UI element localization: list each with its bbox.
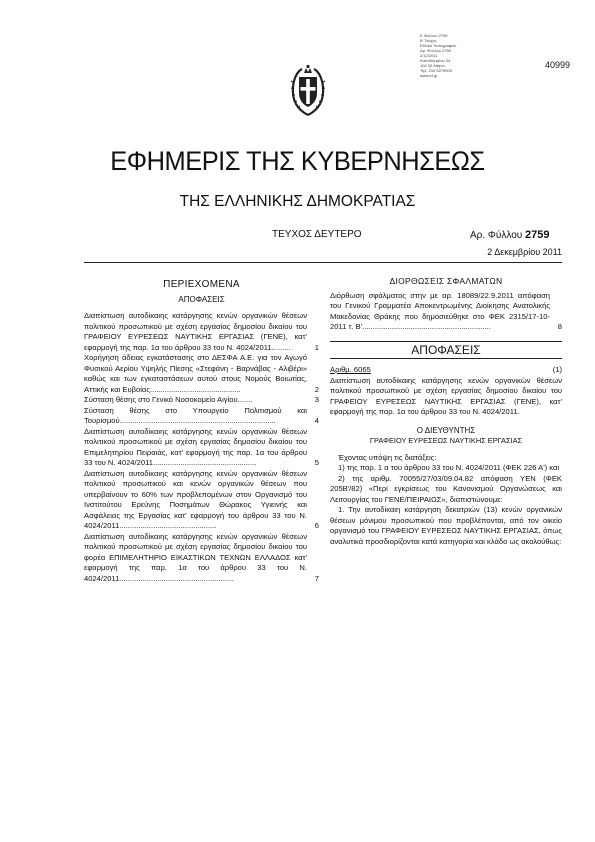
header-rule: [84, 262, 562, 263]
correction-entry[interactable]: [330, 291, 562, 333]
correction-text: Διόρθωση σφάλματος στην με αρ. 18089/22.9.2011 απόφαση του Γενικού Γραμματέα Αποκεντρωμένης Διοίκησης Ανατολικής Μακεδονίας Θράκης που δημοσιεύθηκε στο ΦΕΚ 2315/17-10-2011 τ. Β'.............................................................: [330, 290, 550, 331]
toc-entry[interactable]: [84, 353, 319, 395]
stamp-line: 104 32 Αθήνα: [420, 63, 445, 68]
sheet-number-block: [470, 229, 550, 241]
decision-number: Αριθμ. 6065: [330, 365, 371, 374]
stamp-line: www.et.gr: [420, 73, 438, 78]
corrections-heading: ΔΙΟΡΘΩΣΕΙΣ ΣΦΑΛΜΑΤΩΝ: [389, 276, 503, 286]
paragraph-1: 1) της παρ. 1 α του άρθρου 33 του Ν. 4024/2011 (ΦΕΚ 226 Α') και: [338, 463, 560, 472]
decisions-column: [330, 276, 562, 547]
toc-entry-text: Διαπίστωση αυτοδίκαιης κατάργησης κενών οργανικών θέσεων πολιτικού προσωπικού με σχέση εργασίας δημοσίου δικαίου του Επιμελητηρίου Πειραιάς, κατ' εφαρμογή της παρ. 1α του άρθρου 33 του Ν. 4024/2011.................................................: [84, 426, 307, 467]
toc-entry[interactable]: [84, 427, 319, 469]
contents-column: [84, 280, 319, 584]
toc-entry-text: Διαπίστωση αυτοδίκαιης κατάργησης κενών οργανικών θέσεων πολιτικού προσωπικού και κενών οργανικών θέσεων που υπερβαίνουν το 60% των προβλεπομένων στον Οργανισμό του Ινστιτούτου Ερεύνης Ποσημάτων Θώρακος Υγιεινής και Ασφάλειας της Εργασίας κατ' εφαρμογή του άρθρου 33 του Ν. 4024/2011..............................................: [84, 468, 307, 530]
contents-subheading: ΑΠΟΦΑΣΕΙΣ: [178, 294, 225, 304]
toc-entry-page: 2: [314, 384, 319, 394]
toc-entry[interactable]: [84, 406, 319, 427]
contents-heading: ΠΕΡΙΕΧΟΜΕΝΑ: [163, 279, 240, 290]
gazette-masthead: ΕΦΗΜΕΡΙΣ ΤΗΣ ΚΥΒΕΡΝΗΣΕΩΣ: [110, 146, 485, 176]
toc-entry-text: Διαπίστωση αυτοδίκαιης κατάργησης κενών οργανικών θέσεων πολιτικού προσωπικού με σχέση εργασίας δημοσίου δικαίου του ΓΡΑΦΕΙΟΥ ΕΥΡΕΣΕΩΣ ΝΑΥΤΙΚΗΣ ΕΡΓΑΣΙΑΣ (ΓΕΝΕ), κατ' εφαρμογή της παρ. 1α του άρθρου 33 του Ν. 4024/2011.........: [84, 311, 307, 352]
sheet-number: 2759: [525, 229, 550, 241]
stamp-line: 2/12/2011: [420, 53, 438, 58]
decision-number-row: [330, 365, 562, 376]
sheet-label: Αρ. Φύλλου: [470, 230, 523, 241]
toc-entry-text: Σύσταση θέσης στο Γενικό Νοσοκομείο Αιγίου.......: [84, 395, 253, 404]
stamp-line: Καποδιστρίου 34: [420, 58, 451, 63]
decisions-heading-box: [330, 341, 562, 360]
decision-mark: (1): [552, 365, 562, 374]
toc-entry-page: 3: [314, 395, 319, 404]
publication-stamp: [420, 33, 480, 78]
stamp-line: Εθνικό Τυπογραφείο: [420, 43, 457, 48]
decisions-heading: ΑΠΟΦΑΣΕΙΣ: [330, 341, 562, 360]
stamp-line: Β' Τεύχος: [420, 38, 437, 43]
stamp-line: Τηλ. 210 5279000: [420, 68, 452, 73]
stamp-line: Ε.Φύλλου 2759: [420, 33, 448, 38]
authority-title: Ο ΔΙΕΥΘΥΝΤΗΣ: [416, 425, 476, 435]
toc-entry[interactable]: [84, 311, 319, 353]
paragraph-2: 2) της αριθμ. 70055/27/03/09.04.82 απόφαση ΥΕΝ (ΦΕΚ 205Β'/82) «Περί εγκρίσεως του Κανονισμού Οργανώσεως και Λειτουργίας του ΓΕΝΕ/ΠΕΙΡΑΙΩΣ», διαπιστώνουμε:: [330, 473, 562, 504]
correction-page: 8: [557, 322, 562, 331]
authority-office: ΓΡΑΦΕΙΟΥ ΕΥΡΕΣΕΩΣ ΝΑΥΤΙΚΗΣ ΕΡΓΑΣΙΑΣ: [369, 436, 523, 445]
toc-entry-page: 5: [314, 458, 319, 467]
toc-entry[interactable]: [84, 532, 319, 585]
stamp-line: Αρ. Φύλλου 2759: [420, 48, 451, 53]
toc-entry-text: Σύσταση θέσης στο Υπουργείο Πολιτισμού και Τουρισμού..........................................................................: [84, 405, 307, 425]
toc-entry[interactable]: [84, 469, 319, 532]
toc-entry-page: 6: [314, 521, 319, 530]
toc-entry-text: Χορήγηση άδειας εγκατάστασης στο ΔΕΣΦΑ Α.Ε. για τον Αγωγό Φυσικού Αερίου Υψηλής Πίεσης «Στεφάνη - Βαρνάβας - Αλιβέρι» καθώς και των εγκαταστάσεων αυτού στους Νομούς Βοιωτίας, Αττικής και Ευβοίας...........................................: [84, 353, 307, 394]
considering-line: Έχοντας υπόψη τις διατάξεις:: [338, 452, 437, 462]
paragraph-3: 1. Την αυτοδίκαιη κατάργηση δεκατριών (13) κενών οργανικών θέσεων μόνιμου προσωπικού που προβλέπονται, από τον οικείο οργανισμό του ΓΡΑΦΕΙΟΥ ΕΥΡΕΣΕΩΣ ΝΑΥΤΙΚΗΣ ΕΡΓΑΣΙΑΣ, όπως αναλυτικά προσδιορίζονται κατά κατηγορία και κλάδο ως ακολούθως:: [330, 505, 562, 546]
decision-title: Διαπίστωση αυτοδίκαιης κατάργησης κενών οργανικών θέσεων πολιτικού προσωπικού με σχέση εργασίας δημοσίου δικαίου του ΓΡΑΦΕΙΟΥ ΕΥΡΕΣΕΩΣ ΝΑΥΤΙΚΗΣ ΕΡΓΑΣΙΑΣ (ΓΕΝΕ), κατ' εφαρμογή της παρ. 1α του άρθρου 33 του Ν. 4024/2011.: [330, 375, 562, 416]
issue-label: ΤΕΥΧΟΣ ΔΕΥΤΕΡΟ: [272, 229, 362, 240]
toc-entry-page: 7: [314, 573, 319, 583]
toc-entry[interactable]: [84, 395, 319, 406]
toc-entry-text: Διαπίστωση αυτοδίκαιης κατάργησης κενών οργανικών θέσεων πολιτικού προσωπικού με σχέση εργασίας δημοσίου δικαίου του φορέα ΕΠΙΜΕΛΗΤΗΡΙΟ ΕΙΚΑΣΤΙΚΩΝ ΤΕΧΝΩΝ ΕΛΛΑΔΟΣ κατ' εφαρμογή της παρ. 1α του άρθρου 33 του Ν. 4024/2011......................................................: [84, 531, 307, 583]
issue-date: 2 Δεκεμβρίου 2011: [487, 247, 562, 257]
gazette-subtitle: ΤΗΣ ΕΛΛΗΝΙΚΗΣ ΔΗΜΟΚΡΑΤΙΑΣ: [179, 193, 416, 210]
greek-coat-of-arms-icon: [288, 63, 328, 119]
toc-entry-page: 1: [314, 342, 319, 352]
page-number: 40999: [544, 60, 570, 70]
toc-entry-page: 4: [314, 416, 319, 425]
